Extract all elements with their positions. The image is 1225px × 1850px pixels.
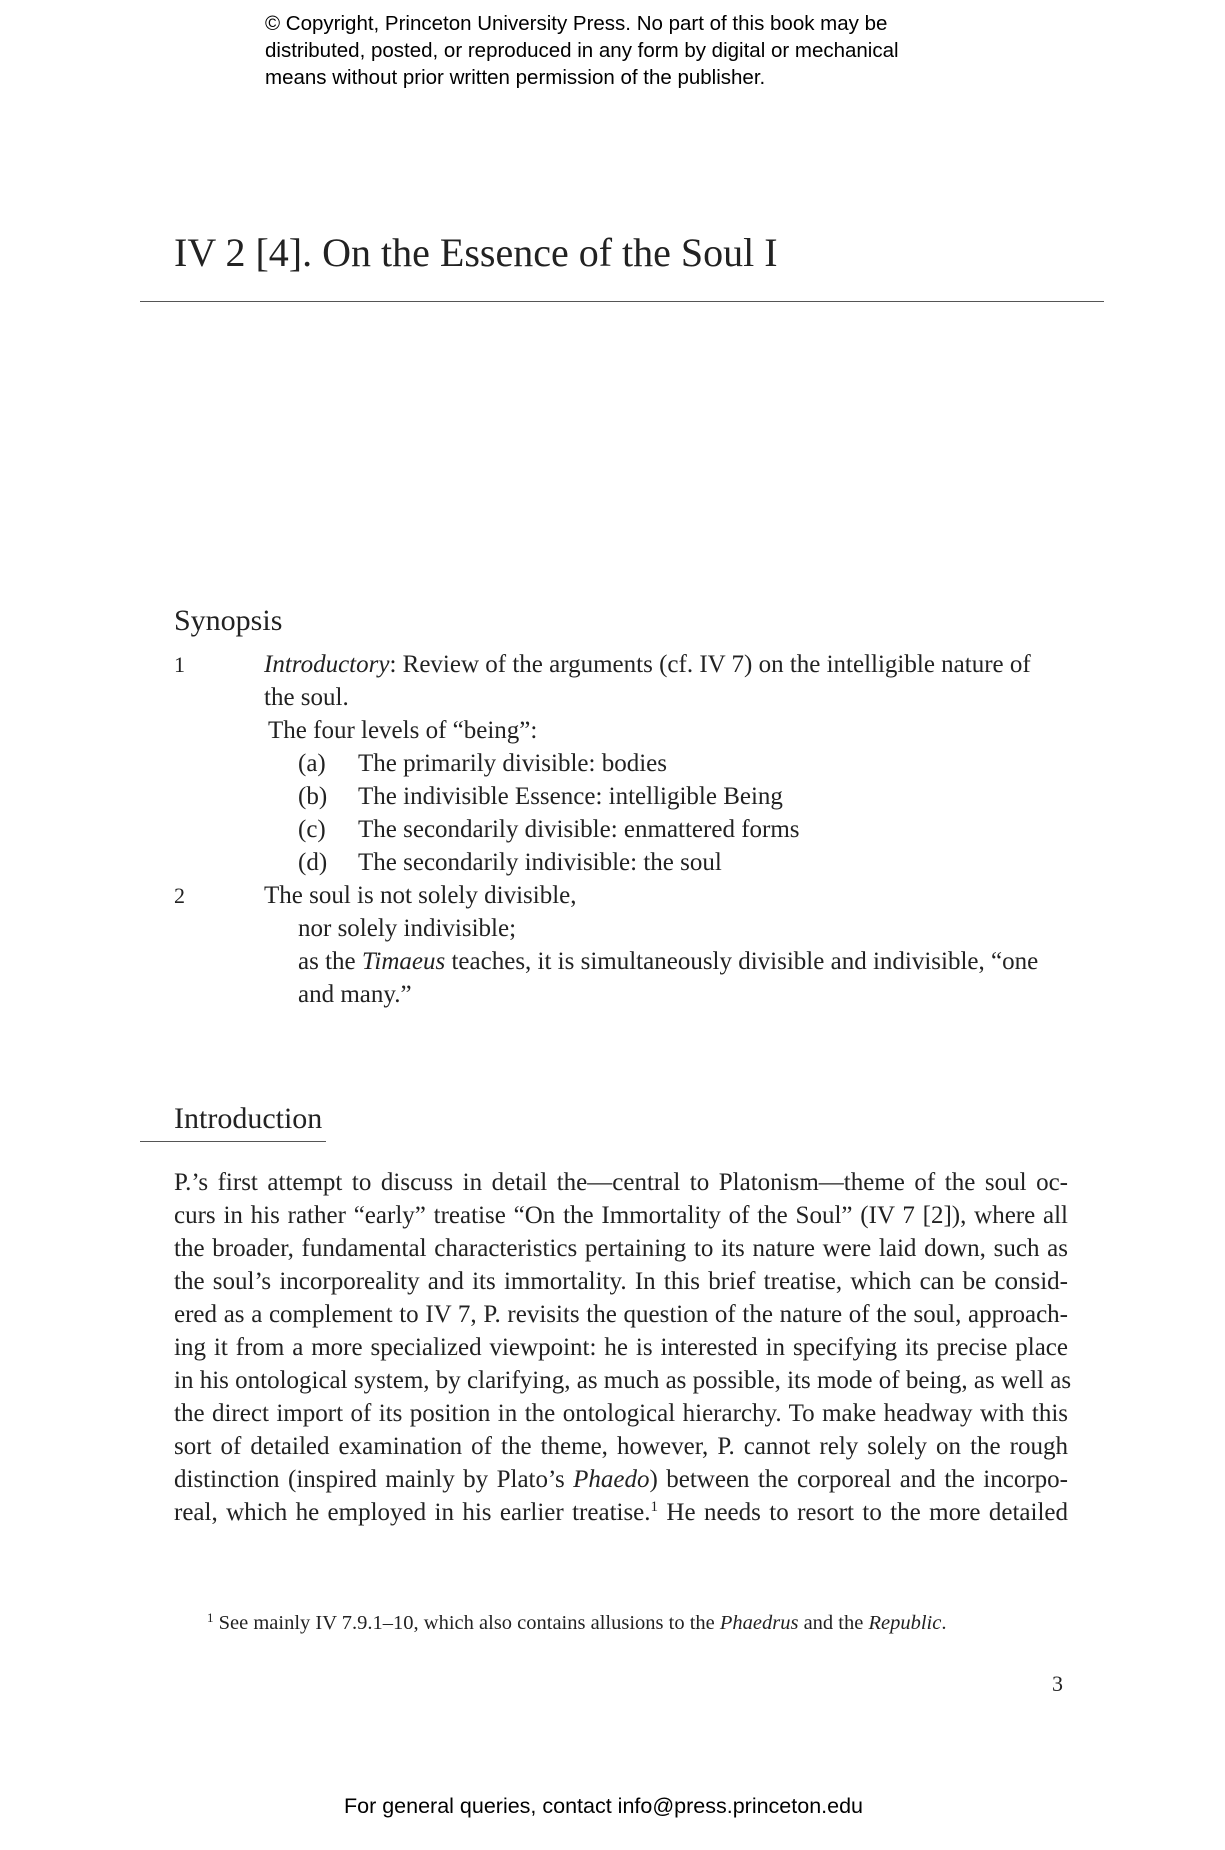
- body-line: [174, 1463, 1068, 1496]
- contact-footer: For general queries, contact info@press.princeton.edu: [344, 1794, 864, 1818]
- body-line: the broader, fundamental characteristics pertaining to its nature were laid down, such as: [174, 1235, 1068, 1262]
- level-text: The indivisible Essence: intelligible Being: [358, 783, 783, 810]
- page-number: 3: [1052, 1671, 1063, 1696]
- footnote-italic-title: Republic: [868, 1612, 942, 1634]
- body-line: P.’s first attempt to discuss in detail the—central to Platonism—theme of the soul oc-: [174, 1169, 1068, 1196]
- level-letter: (d): [298, 849, 328, 876]
- synopsis-section-number: 1: [174, 652, 185, 677]
- level-letter: (c): [298, 816, 326, 843]
- level-text: The secondarily divisible: enmattered forms: [358, 816, 800, 843]
- body-line: in his ontological system, by clarifying, as much as possible, its mode of being, as well as: [174, 1367, 1072, 1394]
- synopsis-heading: Synopsis: [174, 604, 283, 637]
- synopsis-line: The soul is not solely divisible,: [264, 882, 577, 909]
- synopsis-intro-label: Introductory: [264, 651, 390, 678]
- synopsis-text: as the: [298, 948, 362, 975]
- copyright-line: distributed, posted, or reproduced in any form by digital or mechanical: [265, 39, 899, 62]
- body-line: [174, 1496, 1068, 1529]
- copyright-line: means without prior written permission of the publisher.: [265, 66, 766, 89]
- body-line: sort of detailed examination of the theme, however, P. cannot rely solely on the rough: [174, 1433, 1068, 1460]
- body-text: real, which he employed in his earlier treatise.: [174, 1499, 651, 1526]
- footnote-text: See mainly IV 7.9.1–10, which also contains allusions to the: [213, 1612, 720, 1634]
- footnote: [207, 1604, 946, 1637]
- copyright-line: © Copyright, Princeton University Press. No part of this book may be: [265, 12, 888, 35]
- level-text: The secondarily indivisible: the soul: [358, 849, 722, 876]
- title-divider: [140, 301, 1104, 302]
- synopsis-intro-continuation: the soul.: [264, 684, 349, 711]
- body-line: ing it from a more specialized viewpoint: he is interested in specifying its precise place: [174, 1334, 1068, 1361]
- footnote-text: and the: [798, 1612, 869, 1634]
- synopsis-intro-line: [264, 648, 1031, 681]
- synopsis-level-item: [298, 780, 783, 813]
- body-text: He needs to resort to the more detailed: [658, 1499, 1069, 1526]
- synopsis-intro-text: : Review of the arguments (cf. IV 7) on the intelligible nature of: [389, 651, 1031, 678]
- footnote-italic-title: Phaedrus: [719, 1612, 799, 1634]
- body-line: ered as a complement to IV 7, P. revisits the question of the nature of the soul, approach-: [174, 1301, 1068, 1328]
- body-line: the soul’s incorporeality and its immortality. In this brief treatise, which can be consid-: [174, 1268, 1068, 1295]
- synopsis-text: teaches, it is simultaneously divisible and indivisible, “one: [445, 948, 1039, 975]
- copyright-notice: [265, 10, 1025, 91]
- synopsis-level-item: [298, 747, 667, 780]
- synopsis-section-number: 2: [174, 883, 185, 908]
- footnote-text: .: [941, 1612, 947, 1634]
- synopsis-level-item: [298, 846, 722, 879]
- level-text: The primarily divisible: bodies: [358, 750, 667, 777]
- synopsis-italic-title: Timaeus: [361, 948, 446, 975]
- synopsis-levels-heading: The four levels of “being”:: [268, 717, 538, 744]
- footnote-reference[interactable]: 1: [650, 1499, 659, 1515]
- body-italic-title: Phaedo: [573, 1466, 650, 1493]
- level-letter: (b): [298, 783, 328, 810]
- body-line: the direct import of its position in the ontological hierarchy. To make headway with this: [174, 1400, 1068, 1427]
- body-text: ) between the corporeal and the incorpo-: [649, 1466, 1069, 1493]
- footnote-marker: 1: [207, 1610, 214, 1625]
- introduction-heading: Introduction: [174, 1102, 323, 1135]
- synopsis-line: and many.”: [298, 981, 412, 1008]
- level-letter: (a): [298, 750, 326, 777]
- chapter-title: IV 2 [4]. On the Essence of the Soul I: [174, 230, 778, 275]
- synopsis-level-item: [298, 813, 800, 846]
- synopsis-line: [298, 945, 1038, 978]
- synopsis-line: nor solely indivisible;: [298, 915, 517, 942]
- body-text: distinction (inspired mainly by Plato’s: [174, 1466, 574, 1493]
- body-line: curs in his rather “early” treatise “On the Immortality of the Soul” (IV 7 [2]), where all: [174, 1202, 1068, 1229]
- introduction-underline: [140, 1141, 326, 1142]
